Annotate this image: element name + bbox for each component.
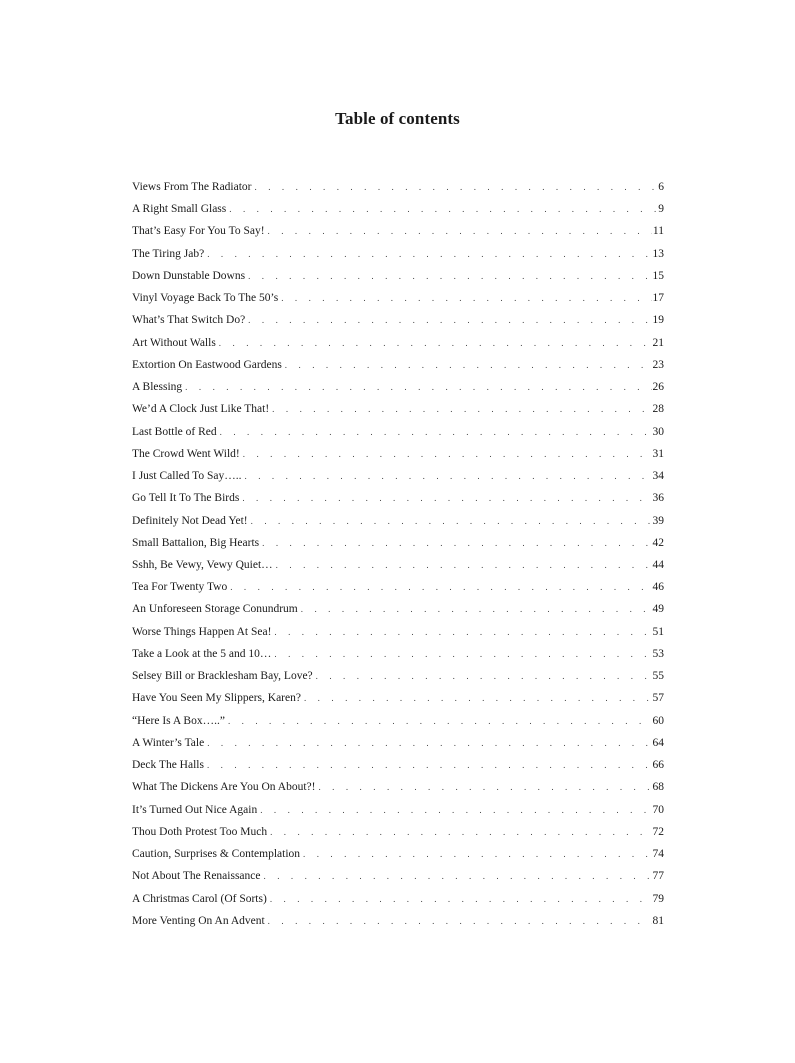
toc-entry-title[interactable]: Selsey Bill or Bracklesham Bay, Love? — [132, 670, 313, 683]
toc-entry-page-number[interactable]: 6 — [658, 181, 664, 193]
toc-entry[interactable] — [132, 598, 664, 620]
toc-entry-page-number[interactable]: 46 — [652, 581, 664, 594]
toc-entry-page-number[interactable]: 17 — [652, 292, 664, 305]
toc-entry[interactable] — [132, 865, 664, 887]
toc-dot-leader — [207, 754, 652, 776]
toc-entry-page-number[interactable]: 9 — [658, 203, 664, 216]
toc-entry-title[interactable]: Art Without Walls — [132, 336, 216, 349]
toc-dot-leader — [274, 621, 651, 643]
toc-entry-page-number[interactable]: 15 — [652, 269, 664, 282]
toc-entry-page-number[interactable]: 30 — [652, 425, 664, 438]
toc-entry-title[interactable]: Have You Seen My Slippers, Karen? — [132, 692, 301, 705]
toc-entry-page-number[interactable]: 31 — [652, 447, 664, 460]
toc-entry-page-number[interactable]: 28 — [652, 403, 664, 416]
toc-entry[interactable] — [132, 554, 664, 576]
toc-entry-page-number[interactable]: 55 — [652, 670, 664, 683]
toc-entry-title[interactable]: A Christmas Carol (Of Sorts) — [132, 892, 267, 905]
toc-dot-leader — [228, 710, 652, 732]
toc-entry-title[interactable]: Extortion On Eastwood Gardens — [132, 358, 282, 371]
toc-entry-title[interactable]: A Winter’s Tale — [132, 736, 205, 749]
toc-entry-page-number[interactable]: 72 — [652, 825, 664, 838]
toc-entry[interactable] — [132, 843, 664, 865]
toc-entry-page-number[interactable]: 26 — [652, 381, 664, 394]
toc-entry[interactable] — [132, 643, 664, 665]
toc-entry-title[interactable]: Definitely Not Dead Yet! — [132, 514, 248, 527]
toc-entry[interactable] — [132, 287, 664, 309]
toc-entry[interactable] — [132, 732, 664, 754]
toc-entry-title[interactable]: Views From The Radiator — [132, 181, 252, 193]
toc-dot-leader — [207, 732, 651, 754]
toc-list — [132, 176, 664, 932]
toc-entry-title[interactable]: More Venting On An Advent — [132, 914, 265, 927]
toc-entry-title[interactable]: Down Dunstable Downs — [132, 269, 246, 282]
toc-dot-leader — [219, 332, 652, 354]
toc-dot-leader — [270, 888, 652, 910]
toc-entry[interactable] — [132, 510, 664, 532]
toc-dot-leader — [260, 799, 651, 821]
toc-entry-page-number[interactable]: 70 — [652, 803, 664, 816]
toc-dot-leader — [272, 398, 651, 420]
toc-dot-leader — [230, 576, 651, 598]
toc-entry-title[interactable]: Caution, Surprises & Contemplation — [132, 848, 301, 861]
toc-entry[interactable] — [132, 198, 664, 220]
toc-entry-page-number[interactable]: 81 — [652, 914, 664, 927]
toc-dot-leader — [229, 198, 657, 220]
toc-entry-page-number[interactable]: 23 — [652, 358, 664, 371]
toc-entry-title[interactable]: The Crowd Went Wild! — [132, 447, 240, 460]
toc-entry-title[interactable]: Sshh, Be Vewy, Vewy Quiet… — [132, 558, 273, 571]
toc-entry[interactable] — [132, 465, 664, 487]
toc-entry-title[interactable]: I Just Called To Say….. — [132, 470, 242, 483]
toc-entry[interactable] — [132, 443, 664, 465]
toc-entry-page-number[interactable]: 49 — [652, 603, 664, 616]
toc-entry-title[interactable]: Last Bottle of Red — [132, 425, 217, 438]
toc-entry[interactable] — [132, 821, 664, 843]
toc-dot-leader — [303, 843, 651, 865]
toc-entry-page-number[interactable]: 42 — [652, 536, 664, 549]
toc-entry-title[interactable]: A Blessing — [132, 381, 183, 394]
toc-entry-page-number[interactable]: 66 — [652, 759, 664, 772]
toc-entry[interactable] — [132, 621, 664, 643]
toc-entry-title[interactable]: Tea For Twenty Two — [132, 581, 228, 594]
toc-entry-page-number[interactable]: 39 — [652, 514, 664, 527]
toc-entry-title[interactable]: What The Dickens Are You On About?! — [132, 781, 316, 794]
toc-entry[interactable] — [132, 376, 664, 398]
toc-dot-leader — [251, 510, 652, 532]
toc-entry[interactable] — [132, 332, 664, 354]
toc-entry-page-number[interactable]: 68 — [652, 781, 664, 794]
toc-entry[interactable] — [132, 532, 664, 554]
toc-entry-page-number[interactable]: 21 — [652, 336, 664, 349]
toc-entry-title[interactable]: What’s That Switch Do? — [132, 314, 246, 327]
toc-entry[interactable] — [132, 710, 664, 732]
toc-entry[interactable] — [132, 421, 664, 443]
toc-entry-title[interactable]: That’s Easy For You To Say! — [132, 225, 265, 238]
toc-dot-leader — [185, 376, 651, 398]
toc-entry-title[interactable]: “Here Is A Box…..” — [132, 714, 225, 727]
toc-entry-title[interactable]: Take a Look at the 5 and 10… — [132, 647, 272, 660]
toc-entry-title[interactable]: An Unforeseen Storage Conundrum — [132, 603, 298, 616]
toc-entry-title[interactable]: Not About The Renaissance — [132, 870, 261, 883]
toc-entry-page-number[interactable]: 79 — [652, 892, 664, 905]
toc-entry-title[interactable]: The Tiring Jab? — [132, 247, 205, 260]
toc-entry-page-number[interactable]: 57 — [652, 692, 664, 705]
toc-dot-leader — [304, 687, 652, 709]
toc-entry[interactable] — [132, 265, 664, 287]
toc-dot-leader — [255, 176, 658, 198]
toc-dot-leader — [281, 287, 651, 309]
toc-entry-title[interactable]: Deck The Halls — [132, 759, 204, 772]
toc-entry-title[interactable]: We’d A Clock Just Like That! — [132, 403, 270, 416]
toc-entry-page-number[interactable]: 44 — [652, 558, 664, 571]
toc-entry-page-number[interactable]: 64 — [652, 736, 664, 749]
toc-entry-page-number[interactable]: 51 — [652, 625, 664, 638]
toc-entry-title[interactable]: Small Battalion, Big Hearts — [132, 536, 260, 549]
toc-dot-leader — [220, 421, 652, 443]
toc-entry[interactable] — [132, 243, 664, 265]
toc-entry-page-number[interactable]: 19 — [652, 314, 664, 327]
toc-entry-page-number[interactable]: 36 — [652, 492, 664, 505]
toc-dot-leader — [268, 220, 652, 242]
toc-entry[interactable] — [132, 398, 664, 420]
toc-entry[interactable] — [132, 309, 664, 331]
toc-entry-title[interactable]: A Right Small Glass — [132, 203, 227, 216]
toc-entry[interactable] — [132, 176, 664, 198]
toc-entry-title[interactable]: Vinyl Voyage Back To The 50’s — [132, 292, 279, 305]
toc-entry-page-number[interactable]: 77 — [652, 870, 664, 883]
toc-entry-title[interactable]: It’s Turned Out Nice Again — [132, 803, 258, 816]
toc-entry-page-number[interactable]: 11 — [652, 225, 664, 238]
toc-entry-title[interactable]: Thou Doth Protest Too Much — [132, 825, 268, 838]
toc-dot-leader — [245, 465, 652, 487]
toc-entry-page-number[interactable]: 34 — [652, 470, 664, 483]
toc-dot-leader — [318, 776, 651, 798]
toc-entry[interactable] — [132, 799, 664, 821]
toc-dot-leader — [207, 243, 651, 265]
toc-entry-title[interactable]: Go Tell It To The Birds — [132, 492, 240, 505]
toc-dot-leader — [274, 643, 651, 665]
toc-dot-leader — [264, 865, 652, 887]
toc-entry-page-number[interactable]: 60 — [652, 714, 664, 727]
toc-entry-page-number[interactable]: 53 — [652, 647, 664, 660]
toc-dot-leader — [316, 665, 652, 687]
toc-dot-leader — [262, 532, 651, 554]
toc-dot-leader — [268, 910, 652, 932]
toc-entry-title[interactable]: Worse Things Happen At Sea! — [132, 625, 272, 638]
toc-entry[interactable] — [132, 754, 664, 776]
toc-entry[interactable] — [132, 910, 664, 932]
toc-entry[interactable] — [132, 776, 664, 798]
toc-entry-page-number[interactable]: 74 — [652, 848, 664, 861]
toc-entry[interactable] — [132, 888, 664, 910]
toc-dot-leader — [285, 354, 652, 376]
page-title: Table of contents — [335, 109, 460, 129]
toc-dot-leader — [301, 598, 652, 620]
toc-dot-leader — [276, 554, 652, 576]
toc-dot-leader — [248, 265, 651, 287]
toc-entry[interactable] — [132, 576, 664, 598]
toc-entry[interactable] — [132, 687, 664, 709]
toc-entry[interactable] — [132, 220, 664, 242]
toc-entry[interactable] — [132, 665, 664, 687]
toc-dot-leader — [270, 821, 651, 843]
toc-entry-page-number[interactable]: 13 — [652, 247, 664, 260]
toc-dot-leader — [242, 487, 651, 509]
toc-entry[interactable] — [132, 487, 664, 509]
toc-dot-leader — [243, 443, 652, 465]
toc-dot-leader — [248, 309, 651, 331]
toc-entry[interactable] — [132, 354, 664, 376]
